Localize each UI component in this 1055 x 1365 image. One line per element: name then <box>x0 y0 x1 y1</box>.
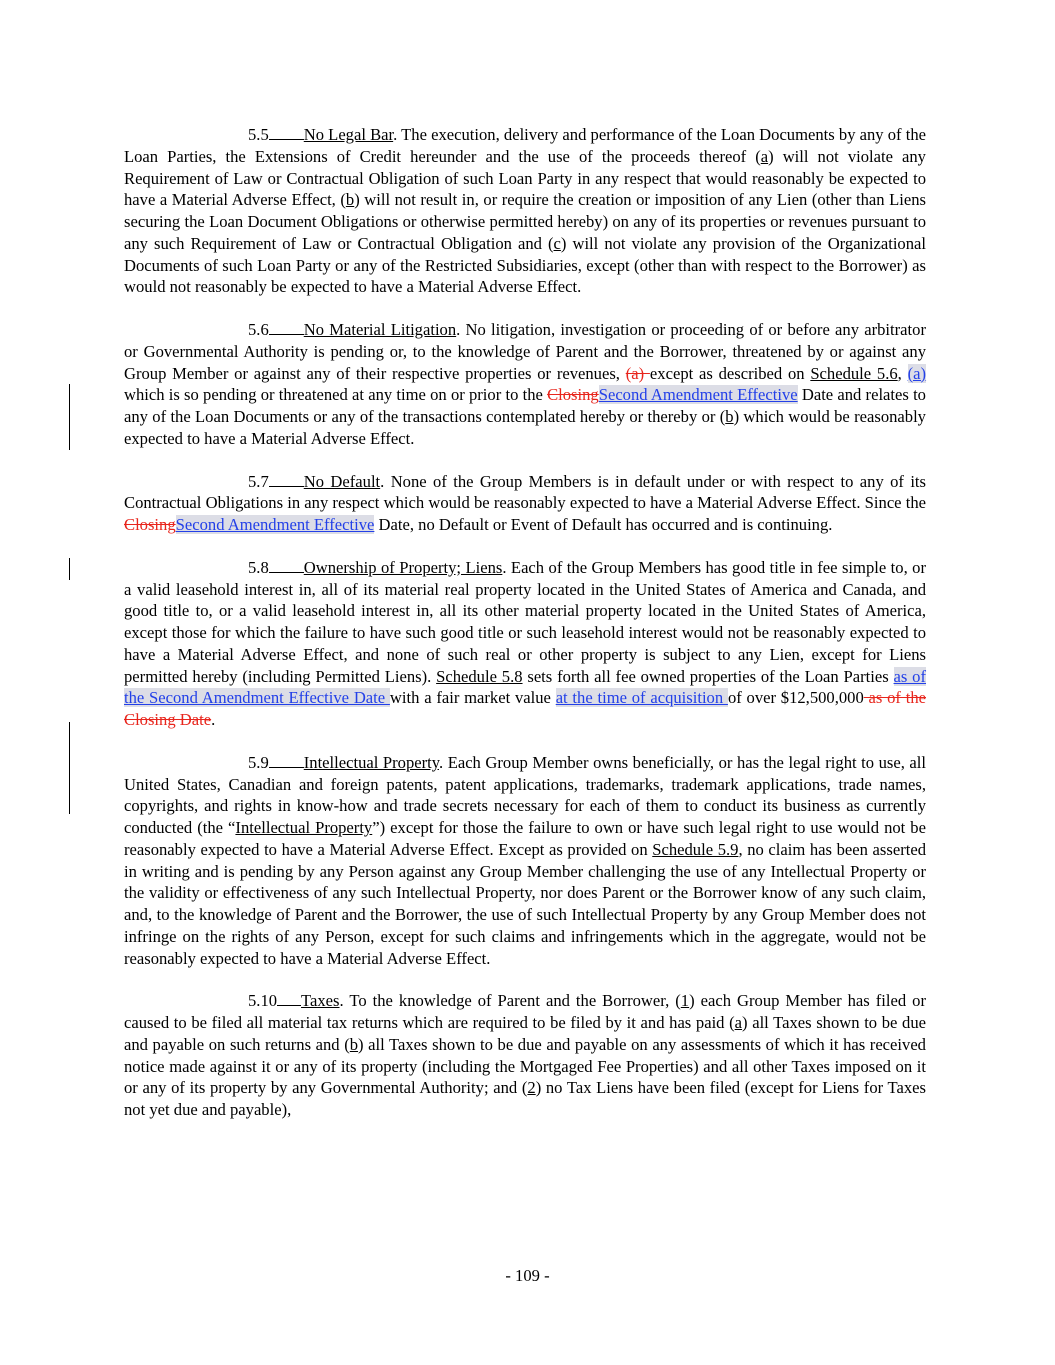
defined-term: Intellectual Property <box>235 818 373 837</box>
section-5-10: 5.10 Taxes. To the knowledge of Parent and the Borrower, (1) each Group Member has filed or caused to be filed all material tax returns which are required to be filed by it and has paid (a) all Taxes shown to be due and payable on such returns and (b) all Taxes shown to be due and payable on any assessments of which it has received notice made against it or any of its property (including the Mortgaged Fee Properties) and all other Taxes imposed on it or any of its property by any Governmental Authority; and (2) no Tax Liens have been filed (except for Liens for Taxes not yet due and payable), <box>124 991 927 1119</box>
section-title: Ownership of Property; Liens <box>303 557 503 577</box>
section-number: 5.8 <box>248 557 269 577</box>
inserted-text: (a) <box>907 363 927 383</box>
section-5-6: 5.6 No Material Litigation. No litigation, investigation or proceeding of or before any arbitrator or Governmental Authority is pending or, to the knowledge of Parent and the Borrower, threatened by or against any Group Member or against any of their respective properties or revenues, (a) except as described on Schedule 5.6, (a) which is so pending or threatened at any time on or prior to the ClosingSecond Amendment Effective Date and relates to any of the Loan Documents or any of the transactions contemplated hereby or thereby or (b) which would be reasonably expected to have a Material Adverse Effect. <box>124 320 927 448</box>
section-5-8: 5.8 Ownership of Property; Liens. Each of the Group Members has good title in fee simple to, or a valid leasehold interest in, all of its material real property located in the United States of America and Canada, and good title to, or a valid leasehold interest in, all its other material property located in the United States of America, except those for which the failure to have such good title or such leasehold interest would not be reasonably expected to have a Material Adverse Effect, and none of such real or other property is subject to any Lien, except for Liens permitted hereby (including Permitted Liens). Schedule 5.8 sets forth all fee owned properties of the Loan Parties as of the Second Amendment Effective Date with a fair market value at the time of acquisition of over $12,500,000 as of the Closing Date. <box>124 557 927 729</box>
change-bar-5-7 <box>69 558 70 580</box>
section-title: Taxes <box>301 991 340 1011</box>
section-5-7: 5.7 No Default. None of the Group Members is in default under or with respect to any of its Contractual Obligations in any respect which would be reasonably expected to have a Material Adverse Effect. Since the ClosingSecond Amendment Effective Date, no Default or Event of Default has occurred and is continuing. <box>124 471 926 534</box>
section-number: 5.9 <box>248 752 269 772</box>
page-number: - 109 - <box>505 1266 550 1285</box>
section-title: No Material Litigation <box>303 320 457 339</box>
change-bar-5-6 <box>69 384 70 450</box>
schedule-reference: Schedule 5.6 <box>810 363 898 383</box>
schedule-reference: Schedule 5.8 <box>436 666 523 686</box>
section-number: 5.7 <box>248 471 269 491</box>
inserted-text: Second Amendment Effective <box>598 385 798 405</box>
deleted-text: as of the Closing Date <box>124 688 926 729</box>
inserted-text: Second Amendment Effective <box>175 515 375 534</box>
deleted-text: Closing <box>547 385 599 405</box>
section-title: Intellectual Property <box>303 752 439 772</box>
section-title: No Legal Bar <box>303 125 394 144</box>
document-page <box>124 124 926 1142</box>
section-number: 5.6 <box>248 320 269 339</box>
section-number: 5.10 <box>248 991 278 1011</box>
section-5-5: 5.5 No Legal Bar. The execution, delivery and performance of the Loan Documents by any of the Loan Parties, the Extensions of Credit hereunder and the use of the proceeds thereof (a) will not violate any Requirement of Law or Contractual Obligation of such Loan Party in any respect that would reasonably be expected to have a Material Adverse Effect, (b) will not result in, or require the creation or imposition of any Lien (other than Liens securing the Loan Document Obligations or otherwise permitted hereby) on any of its properties or revenues pursuant to any such Requirement of Law or Contractual Obligation and (c) will not violate any provision of the Organizational Documents of such Loan Party or any of the Restricted Subsidiaries, except (other than with respect to the Borrower) as would not reasonably be expected to have a Material Adverse Effect. <box>124 125 927 297</box>
inserted-text: at the time of acquisition <box>555 688 728 708</box>
section-number: 5.5 <box>248 125 269 144</box>
section-5-9: 5.9 Intellectual Property. Each Group Member owns beneficially, or has the legal right to use, all United States, Canadian and foreign patents, patent applications, trademarks, trademark applications, trade names, copyrights, and rights in know-how and trade secrets necessary for each of them to conduct its business as currently conducted (the “Intellectual Property”) except for those the failure to own or have such legal right to use would not be reasonably expected to have a Material Adverse Effect. Except as provided on Schedule 5.9, no claim has been asserted in writing and is pending by any Person against any Group Member challenging the use of any Intellectual Property or the validity or effectiveness of any such Intellectual Property, nor does Parent or the Borrower know of any such claim, and, to the knowledge of Parent and the Borrower, the use of such Intellectual Property by any Group Member does not infringe on the rights of any Person, except for such claims and infringements which in the aggregate, would not be reasonably expected to have a Material Adverse Effect. <box>124 752 926 968</box>
deleted-text: Closing <box>124 515 176 534</box>
schedule-reference: Schedule 5.9 <box>652 839 739 859</box>
inserted-text: as of the Second Amendment Effective Date <box>124 666 927 708</box>
change-bar-5-8 <box>69 722 70 814</box>
deleted-text: (a) <box>625 363 650 383</box>
section-title: No Default <box>303 471 381 491</box>
